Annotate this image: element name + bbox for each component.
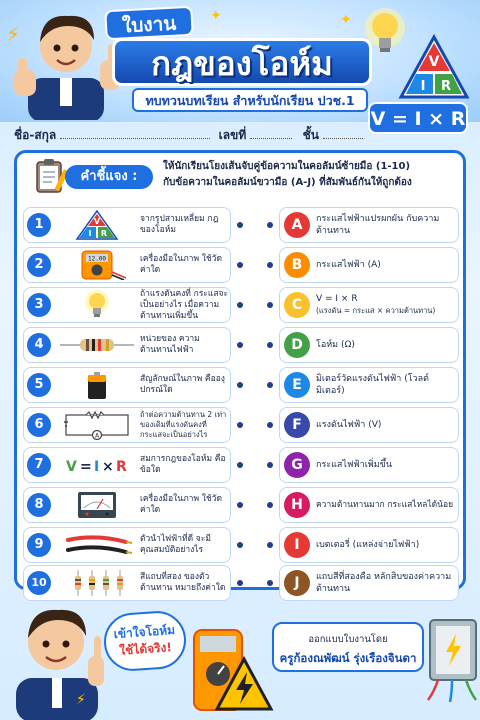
ohms-law-formula: V = I × R [368,102,468,134]
left-item-4 [23,327,231,363]
item-number: 9 [27,533,51,557]
resistor-icon [56,330,138,360]
page-subtitle: ทบทวนบทเรียน สำหรับนักเรียน ปวช.1 [132,88,368,112]
student-boy-pointing-illustration [6,586,106,720]
instructions-line-2: กับข้อความในคอลัมน์ขวามือ (A-J) ที่สัมพันธ์กันให้ถูกต้อง [163,177,412,188]
light-bulb-icon [56,290,138,320]
item-text: มิเตอร์วัดแรงดันไฟฟ้า (โวลต์มิเตอร์) [316,374,429,396]
match-dot-left-9[interactable] [237,542,243,548]
left-item-8 [23,487,231,523]
circuit-icon [56,410,138,440]
item-letter: J [284,570,310,596]
item-number: 10 [27,571,51,595]
item-letter: H [284,492,310,518]
match-dot-left-7[interactable] [237,462,243,468]
match-dot-right-j[interactable] [267,580,273,586]
triangle-i-label: I [420,79,426,94]
left-item-5 [23,367,231,403]
credit-box [272,622,424,672]
instructions-label: คำชี้แจง : [65,165,153,189]
item-letter: I [284,532,310,558]
item-text: สัญลักษณ์ในภาพ คือองุปกรณ์ใด [140,374,225,395]
lightning-icon: ⚡ [6,22,21,46]
number-label: เลขที่ [218,128,247,142]
item-text: แถบสีที่สองคือ หลักสิบของค่าความต้านทาน [316,572,452,594]
item-number: 2 [27,253,51,277]
instructions [17,153,463,201]
match-dot-right-a[interactable] [267,222,273,228]
wires-icon [56,530,138,560]
match-dot-left-10[interactable] [237,580,243,586]
item-text: กระแสไฟฟ้าแปรผกผัน กับความต้านทาน [316,214,440,236]
item-text: เครื่องมือในภาพ ใช้วัดค่าใด [140,254,222,275]
right-item-h [279,487,459,523]
left-item-2 [23,247,231,283]
right-item-g [279,447,459,483]
match-dot-right-d[interactable] [267,342,273,348]
item-triangle-r-label: R [100,229,108,238]
formula-i: I [94,459,100,475]
class-label: ชั้น [302,128,319,142]
sparkle-icon: ✦ [210,8,222,24]
left-item-9 [23,527,231,563]
speech-bubble [102,609,188,673]
analog-meter-icon [56,490,138,520]
item-number: 5 [27,373,51,397]
vir-triangle-icon [56,210,138,240]
item-text: กระแสไฟฟ้า (A) [316,260,381,270]
item-letter: D [284,332,310,358]
number-field[interactable] [250,127,292,139]
match-dot-left-1[interactable] [237,222,243,228]
match-dot-right-h[interactable] [267,502,273,508]
item-letter: B [284,252,310,278]
item-number: 8 [27,493,51,517]
item-text: V = I × R [316,294,358,304]
class-field[interactable] [323,127,363,139]
right-item-e [279,367,459,403]
match-dot-right-e[interactable] [267,382,273,388]
left-item-7 [23,447,231,483]
item-text: เบตเตอรี่ (แหล่งจ่ายไฟฟ้า) [316,540,420,550]
item-text: ถ้าแรงดันคงที่ กระแสจะเป็นอย่างไร เมื่อความต้านทานเพิ่มขึ้น [140,288,229,321]
electrical-panel-icon [424,612,480,702]
item-letter: C [284,292,310,318]
item-number: 4 [27,333,51,357]
match-dot-left-2[interactable] [237,262,243,268]
match-dot-left-4[interactable] [237,342,243,348]
name-field[interactable] [60,127,210,139]
item-letter: A [284,212,310,238]
right-item-d [279,327,459,363]
ammeter-label: A [94,432,100,440]
left-item-1 [23,207,231,243]
triangle-r-label: R [440,79,452,94]
item-text: ตัวนำไฟฟ้าที่ดี จะมีคุณสมบัติอย่างไร [140,534,211,555]
match-dot-right-g[interactable] [267,462,273,468]
item-number: 1 [27,213,51,237]
item-triangle-v-label: V [93,217,101,226]
right-item-c [279,287,459,323]
vir-triangle-icon [398,34,470,100]
right-item-j [279,565,459,601]
match-dot-left-8[interactable] [237,502,243,508]
worksheet-label: ใบงาน [104,6,193,41]
instructions-line-1: ให้นักเรียนโยงเส้นจับคู่ข้อความในคอลัมน์ซ้ายมือ (1-10) [163,161,411,172]
multimeter-reading: 12.00 [87,255,107,263]
student-info-row [14,126,364,146]
match-dot-left-6[interactable] [237,422,243,428]
formula-v: V [66,459,77,475]
sparkle-icon: ✦ [340,12,352,28]
item-letter: F [284,412,310,438]
formula-times: × [102,459,114,475]
item-text: เครื่องมือในภาพ ใช้วัดค่าใด [140,494,222,515]
item-letter: G [284,452,310,478]
credit-line-1: ออกแบบใบงานโดย [308,634,388,645]
item-text: แรงดันไฟฟ้า (V) [316,420,382,430]
item-text: กระแสไฟฟ้าเพิ่มขึ้น [316,460,392,470]
match-dot-right-i[interactable] [267,542,273,548]
item-text: โอห์ม (Ω) [316,340,355,350]
formula-icon [56,450,138,480]
match-dot-left-5[interactable] [237,382,243,388]
right-item-a [279,207,459,243]
item-text-group [316,288,456,322]
instructions-text [163,159,459,191]
item-text: จากรูปสามเหลี่ยม กฎของโอห์ม [140,214,219,235]
svg-text:⚡: ⚡ [76,692,86,708]
match-dot-right-b[interactable] [267,262,273,268]
formula-equals: = [80,459,92,475]
bubble-line-2: ใช้ได้จริง! [118,640,173,658]
high-voltage-warning-icon [214,656,274,712]
battery-icon [56,370,138,400]
item-number: 3 [27,293,51,317]
right-item-f [279,407,459,443]
item-text: หน่วยของ ความต้านทานไฟฟ้า [140,334,200,355]
formula-r: R [116,459,127,475]
triangle-v-label: V [428,54,440,70]
item-letter: E [284,372,310,398]
matching-panel [14,150,466,594]
name-label: ชื่อ-สกุล [14,128,57,142]
right-item-i [279,527,459,563]
match-dot-right-c[interactable] [267,302,273,308]
item-text: สีแถบที่สอง ของตัวต้านทาน หมายถึงค่าใด [140,572,226,593]
match-dot-left-3[interactable] [237,302,243,308]
page-title: กฎของโอห์ม [112,38,372,86]
credit-author: ครูก้องณพัฒน์ รุ่งเรืองจินดา [279,651,417,665]
left-item-6 [23,407,231,443]
item-subtext: (แรงดัน = กระแส × ความต้านทาน) [316,306,436,315]
item-text: ถ้าต่อความต้านทาน 2 เท่าของเดิมที่แรงดันคงที่ กระแสจะเป็นอย่างไร [140,410,227,439]
item-number: 6 [27,413,51,437]
left-item-3 [23,287,231,323]
right-item-b [279,247,459,283]
item-text: สมการกฎของโอห์ม คือข้อใด [140,454,226,475]
item-text: ความต้านทานมาก กระแสไหลได้น้อย [316,500,454,510]
item-triangle-i-label: I [88,229,92,238]
item-number: 7 [27,453,51,477]
bubble-line-1: เข้าใจโอห์ม [113,622,176,642]
multimeter-icon [56,250,138,280]
match-dot-right-f[interactable] [267,422,273,428]
